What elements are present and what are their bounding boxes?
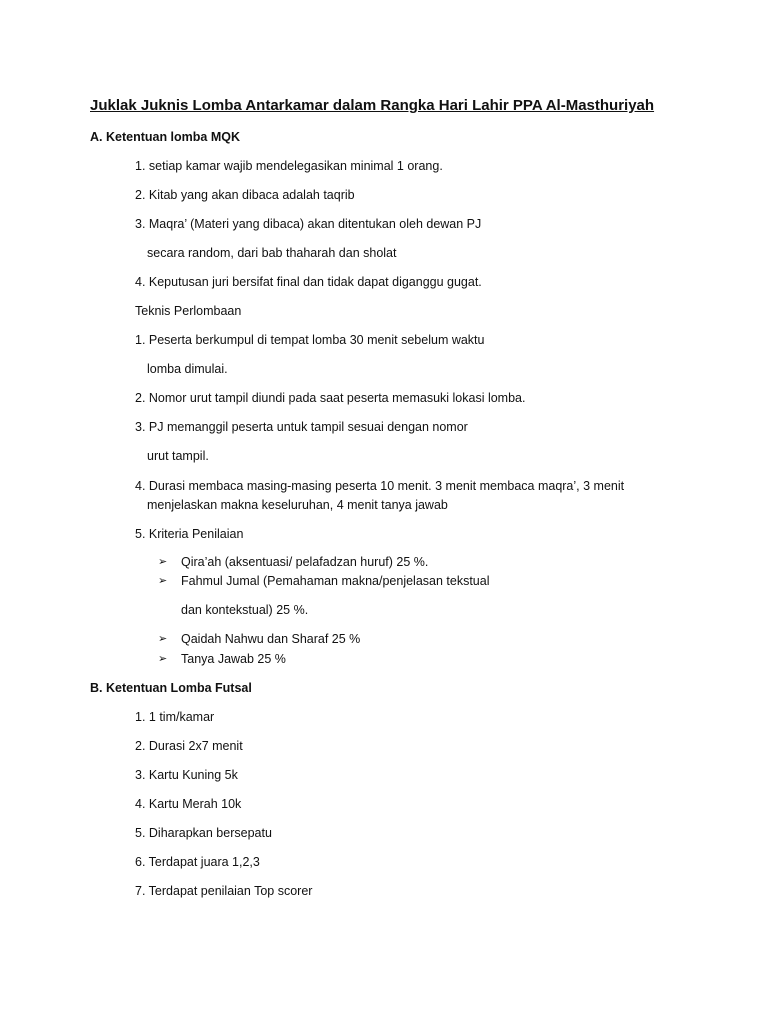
section-b-rule: 1. 1 tim/kamar [135,710,215,724]
section-b-rule: 4. Kartu Merah 10k [135,797,242,811]
section-b-rule: 5. Diharapkan bersepatu [135,826,272,840]
section-b-rule: 7. Terdapat penilaian Top scorer [135,884,313,898]
section-b-rule: 3. Kartu Kuning 5k [135,768,238,782]
technical-item: 3. PJ memanggil peserta untuk tampil sesuai dengan nomor [135,420,468,434]
section-b-rule: 2. Durasi 2x7 menit [135,739,243,753]
section-a-rule: 4. Keputusan juri bersifat final dan tidak dapat diganggu gugat. [135,275,482,289]
technical-item: 2. Nomor urut tampil diundi pada saat peserta memasuki lokasi lomba. [135,391,526,405]
criteria-item: Tanya Jawab 25 % [181,652,286,666]
section-a-rule: 3. Maqra’ (Materi yang dibaca) akan ditentukan oleh dewan PJ [135,217,482,231]
arrow-bullet-icon: ➢ [158,556,168,568]
technical-heading: Teknis Perlombaan [135,304,242,318]
technical-item-continuation: urut tampil. [147,449,209,463]
arrow-bullet-icon: ➢ [158,653,168,665]
section-b-rule: 6. Terdapat juara 1,2,3 [135,855,260,869]
technical-item: 1. Peserta berkumpul di tempat lomba 30 menit sebelum waktu [135,333,485,347]
section-b-heading: B. Ketentuan Lomba Futsal [90,681,252,695]
criteria-item: Qira’ah (aksentuasi/ pelafadzan huruf) 25 %. [181,555,429,569]
technical-item: 5. Kriteria Penilaian [135,527,244,541]
criteria-item-continuation: dan kontekstual) 25 %. [181,603,309,617]
technical-item-continuation: lomba dimulai. [147,362,228,376]
document-title: Juklak Juknis Lomba Antarkamar dalam Rangka Hari Lahir PPA Al-Masthuriyah [90,97,655,114]
technical-item: 4. Durasi membaca masing-masing peserta 10 menit. 3 menit membaca maqra’, 3 menit [135,479,625,493]
criteria-item: Qaidah Nahwu dan Sharaf 25 % [181,632,361,646]
criteria-item: Fahmul Jumal (Pemahaman makna/penjelasan tekstual [181,574,490,588]
section-a-heading: A. Ketentuan lomba MQK [90,130,241,144]
section-a-rule: 1. setiap kamar wajib mendelegasikan minimal 1 orang. [135,159,443,173]
section-a-rule-continuation: secara random, dari bab thaharah dan sholat [147,246,397,260]
technical-item-continuation: menjelaskan makna keseluruhan, 4 menit tanya jawab [147,498,448,512]
section-a-rule: 2. Kitab yang akan dibaca adalah taqrib [135,188,355,202]
arrow-bullet-icon: ➢ [158,633,168,645]
arrow-bullet-icon: ➢ [158,575,168,587]
